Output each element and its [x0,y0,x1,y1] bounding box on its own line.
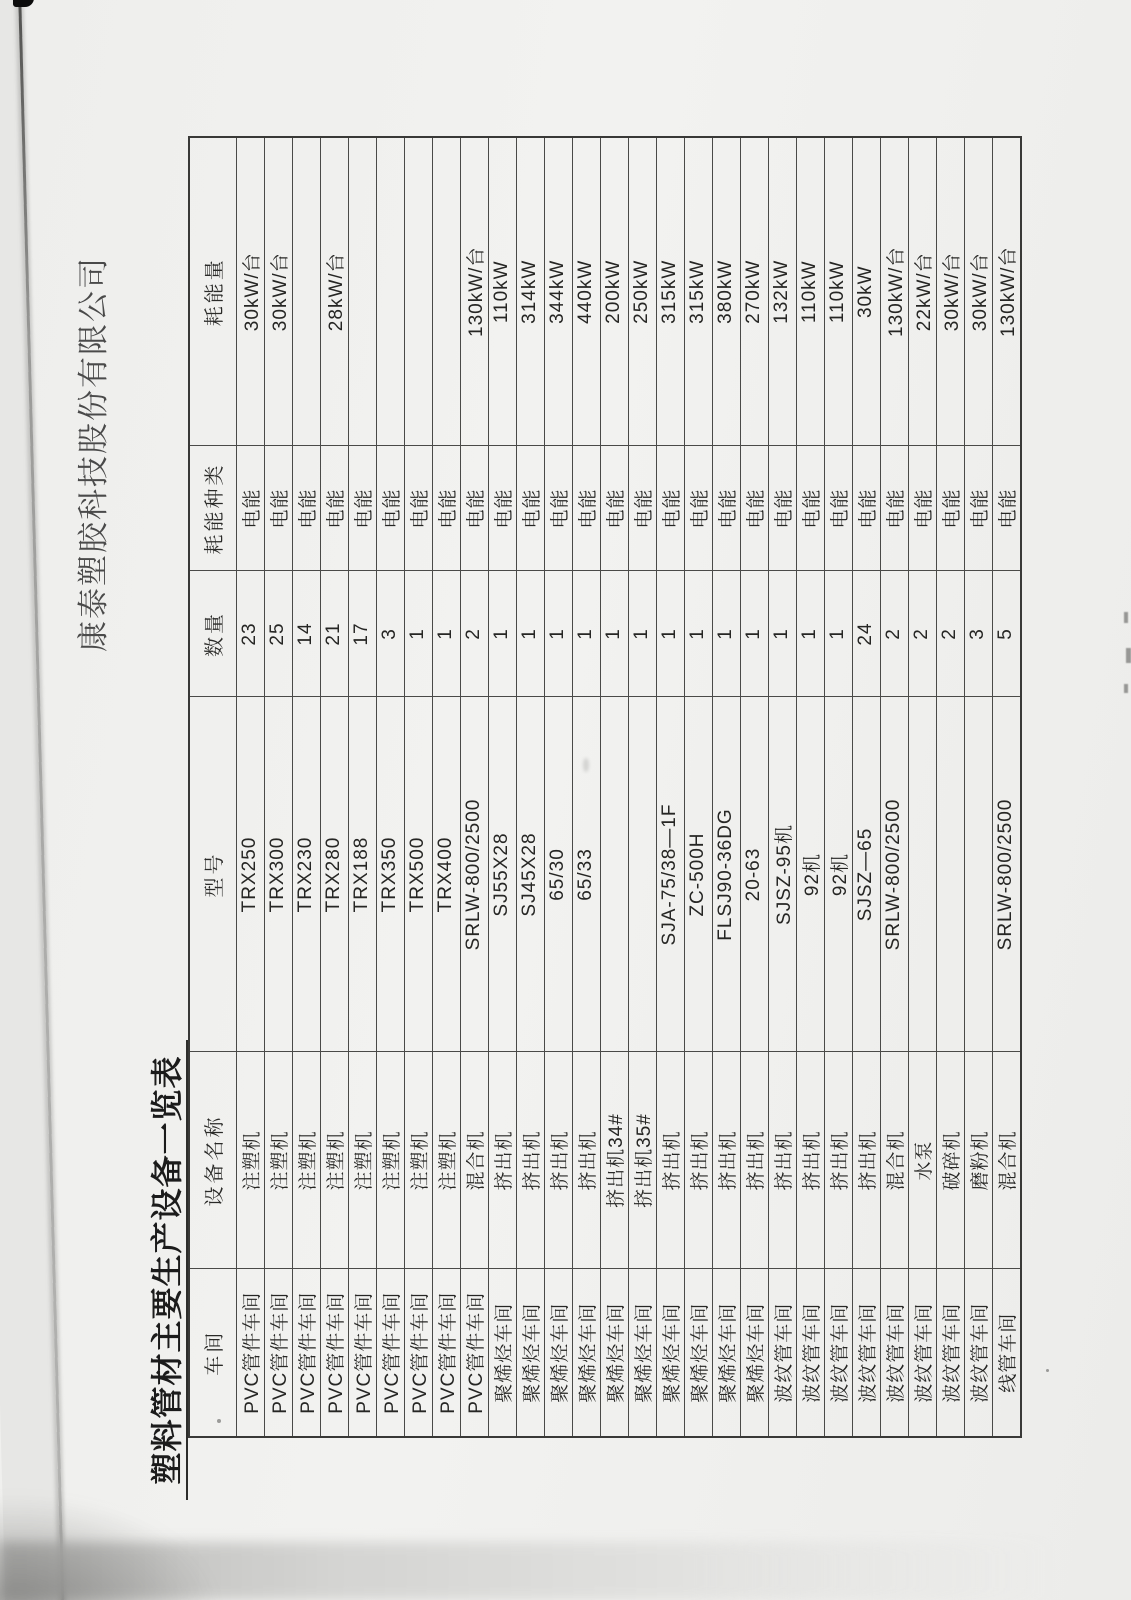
table-row [824,137,852,1437]
table-cell: PVC管件车间 [236,1269,264,1437]
table-cell: 挤出机 [796,1052,824,1269]
table-cell: 聚烯烃车间 [656,1269,684,1437]
table-cell: 电能 [432,446,460,571]
table-cell: 电能 [908,446,936,571]
table-cell: PVC管件车间 [404,1269,432,1437]
table-cell: 1 [488,571,516,697]
scan-smudge [1124,612,1128,623]
table-cell: 注塑机 [348,1052,376,1269]
table-row [992,137,1021,1437]
table-cell: 110kW [488,137,516,446]
table-cell: 波纹管车间 [936,1269,964,1437]
table-cell: 挤出机 [656,1052,684,1269]
scan-speck [1046,1369,1049,1372]
table-cell: 聚烯烃车间 [628,1269,656,1437]
table-cell: 24 [852,571,880,697]
column-header: 耗能量 [189,137,236,446]
table-cell: 注塑机 [432,1052,460,1269]
table-cell: 1 [628,571,656,697]
table-cell: 注塑机 [264,1052,292,1269]
table-cell: 线管车间 [992,1269,1021,1437]
table-cell: 挤出机34# [600,1052,628,1269]
table-cell: 电能 [880,446,908,571]
table-cell: 2 [460,571,488,697]
table-cell: 注塑机 [292,1052,320,1269]
table-cell: 65/33 [572,697,600,1052]
equipment-table [188,136,1022,1438]
table-cell: SJA-75/38—1F [656,697,684,1052]
table-row [292,137,320,1437]
table-cell: 电能 [852,446,880,571]
table-cell: 挤出机 [544,1052,572,1269]
table-cell: 200kW [600,137,628,446]
table-row [516,137,544,1437]
table-cell: 3 [376,571,404,697]
table-cell: 聚烯烃车间 [740,1269,768,1437]
table-cell: 聚烯烃车间 [712,1269,740,1437]
table-cell: 电能 [992,446,1021,571]
table-row [376,137,404,1437]
table-cell [908,697,936,1052]
table-row [348,137,376,1437]
table-cell: 65/30 [544,697,572,1052]
table-cell: 注塑机 [376,1052,404,1269]
table-cell: 注塑机 [236,1052,264,1269]
table-row [796,137,824,1437]
table-cell: 聚烯烃车间 [488,1269,516,1437]
table-cell: 聚烯烃车间 [572,1269,600,1437]
table-cell: PVC管件车间 [348,1269,376,1437]
table-cell: 电能 [796,446,824,571]
table-cell: 14 [292,571,320,697]
table-cell [348,137,376,446]
table-cell: 30kW/台 [264,137,292,446]
table-cell: PVC管件车间 [320,1269,348,1437]
table-cell [600,697,628,1052]
table-row [404,137,432,1437]
table-cell: 23 [236,571,264,697]
table-cell: 挤出机 [740,1052,768,1269]
table-cell: 电能 [236,446,264,571]
table-cell: SRLW-800/2500 [460,697,488,1052]
table-cell: 挤出机35# [628,1052,656,1269]
table-cell: TRX500 [404,697,432,1052]
table-cell: TRX280 [320,697,348,1052]
equipment-table-body [236,137,1021,1437]
scan-speck [217,1419,221,1423]
table-cell: 电能 [600,446,628,571]
table-cell: 挤出机 [852,1052,880,1269]
table-cell: 2 [936,571,964,697]
table-row [488,137,516,1437]
table-cell: 1 [768,571,796,697]
table-row [544,137,572,1437]
table-cell: PVC管件车间 [264,1269,292,1437]
table-cell: 混合机 [992,1052,1021,1269]
table-cell: 混合机 [880,1052,908,1269]
table-cell: 混合机 [460,1052,488,1269]
table-cell: 挤出机 [572,1052,600,1269]
table-cell: 17 [348,571,376,697]
table-cell: 电能 [264,446,292,571]
table-cell: 92机 [796,697,824,1052]
table-cell: 水泵 [908,1052,936,1269]
table-cell: TRX300 [264,697,292,1052]
table-cell: ZC-500H [684,697,712,1052]
table-cell: 92机 [824,697,852,1052]
table-cell: 电能 [964,446,992,571]
table-cell: 波纹管车间 [964,1269,992,1437]
table-cell: 110kW [796,137,824,446]
table-cell: SRLW-800/2500 [880,697,908,1052]
table-cell: 250kW [628,137,656,446]
table-cell: 波纹管车间 [880,1269,908,1437]
table-row [264,137,292,1437]
table-cell: 电能 [740,446,768,571]
table-cell: TRX230 [292,697,320,1052]
table-row [628,137,656,1437]
table-cell: 440kW [572,137,600,446]
table-cell: 30kW [852,137,880,446]
table-cell: PVC管件车间 [460,1269,488,1437]
table-cell [404,137,432,446]
table-cell: 21 [320,571,348,697]
table-cell: 聚烯烃车间 [600,1269,628,1437]
table-cell: SJSZ-95机 [768,697,796,1052]
table-cell: 1 [656,571,684,697]
table-cell: 电能 [936,446,964,571]
scan-smudge [1126,648,1131,663]
table-cell: 1 [824,571,852,697]
table-cell: 电能 [404,446,432,571]
table-row [236,137,264,1437]
table-cell: 注塑机 [404,1052,432,1269]
table-cell: 22kW/台 [908,137,936,446]
table-cell: TRX250 [236,697,264,1052]
table-cell: 电能 [460,446,488,571]
column-header: 数量 [189,571,236,697]
table-cell: 30kW/台 [964,137,992,446]
table-cell: 2 [880,571,908,697]
table-cell: 电能 [656,446,684,571]
table-cell: SJSZ—65 [852,697,880,1052]
table-cell: 30kW/台 [236,137,264,446]
table-cell: 电能 [376,446,404,571]
table-cell: 1 [516,571,544,697]
table-cell: 挤出机 [824,1052,852,1269]
table-cell: 注塑机 [320,1052,348,1269]
table-cell: 挤出机 [516,1052,544,1269]
table-cell [292,137,320,446]
table-row [740,137,768,1437]
table-cell: TRX350 [376,697,404,1052]
table-row [712,137,740,1437]
table-cell: 344kW [544,137,572,446]
table-cell [936,697,964,1052]
table-cell: 电能 [824,446,852,571]
table-cell: 挤出机 [684,1052,712,1269]
table-cell: 1 [684,571,712,697]
table-cell: 电能 [488,446,516,571]
table-cell: 聚烯烃车间 [544,1269,572,1437]
table-row [572,137,600,1437]
table-cell [628,697,656,1052]
table-cell: 30kW/台 [936,137,964,446]
table-row [880,137,908,1437]
column-header: 设备名称 [189,1052,236,1269]
table-cell: 1 [712,571,740,697]
table-cell: 波纹管车间 [852,1269,880,1437]
table-cell: 聚烯烃车间 [516,1269,544,1437]
table-cell: 132kW [768,137,796,446]
table-cell: 电能 [348,446,376,571]
table-cell: 270kW [740,137,768,446]
column-header: 耗能种类 [189,446,236,571]
table-cell: 380kW [712,137,740,446]
scan-smudge [1124,684,1128,693]
table-cell: 2 [908,571,936,697]
table-cell [376,137,404,446]
company-name: 康泰塑胶科技股份有限公司 [76,256,111,652]
table-cell: 电能 [544,446,572,571]
table-cell: 1 [544,571,572,697]
table-cell: 聚烯烃车间 [684,1269,712,1437]
table-cell: 20-63 [740,697,768,1052]
table-row [908,137,936,1437]
table-cell: 110kW [824,137,852,446]
table-cell [432,137,460,446]
table-row [432,137,460,1437]
header-row [189,137,236,1437]
table-cell: 28kW/台 [320,137,348,446]
table-cell: 电能 [320,446,348,571]
table-cell: PVC管件车间 [432,1269,460,1437]
scan-corner-shadow [0,1495,220,1600]
table-row [656,137,684,1437]
page-title: 塑料管材主要生产设备一览表 [142,1040,188,1500]
table-cell: PVC管件车间 [376,1269,404,1437]
table-cell: 磨粉机 [964,1052,992,1269]
scan-speck [583,758,589,772]
table-cell: 1 [404,571,432,697]
table-cell: 1 [740,571,768,697]
table-cell: 25 [264,571,292,697]
table-cell: 破碎机 [936,1052,964,1269]
table-cell: 波纹管车间 [768,1269,796,1437]
column-header: 车间 [189,1269,236,1437]
table-cell: 波纹管车间 [908,1269,936,1437]
table-row [964,137,992,1437]
table-row [684,137,712,1437]
table-cell: SRLW-800/2500 [992,697,1021,1052]
table-cell: 挤出机 [712,1052,740,1269]
table-cell: 315kW [656,137,684,446]
table-row [320,137,348,1437]
table-cell: 130kW/台 [992,137,1021,446]
table-cell: 波纹管车间 [796,1269,824,1437]
table-cell: 挤出机 [488,1052,516,1269]
table-cell: 130kW/台 [880,137,908,446]
table-cell: PVC管件车间 [292,1269,320,1437]
column-header: 型号 [189,697,236,1052]
table-cell: TRX400 [432,697,460,1052]
table-cell: 波纹管车间 [824,1269,852,1437]
table-cell: SJ45X28 [516,697,544,1052]
table-cell: TRX188 [348,697,376,1052]
table-cell: 电能 [768,446,796,571]
table-cell: 1 [796,571,824,697]
table-cell: 1 [572,571,600,697]
table-cell: 电能 [516,446,544,571]
table-row [460,137,488,1437]
table-cell: 5 [992,571,1021,697]
table-cell: SJ55X28 [488,697,516,1052]
table-cell: 电能 [572,446,600,571]
table-row [600,137,628,1437]
table-cell [964,697,992,1052]
table-cell: 电能 [712,446,740,571]
table-cell: 3 [964,571,992,697]
table-cell: 电能 [684,446,712,571]
table-cell: 130kW/台 [460,137,488,446]
table-cell: 电能 [628,446,656,571]
table-cell: 314kW [516,137,544,446]
table-row [852,137,880,1437]
table-cell: 电能 [292,446,320,571]
table-cell: 315kW [684,137,712,446]
table-row [768,137,796,1437]
table-cell: 1 [432,571,460,697]
table-cell: 挤出机 [768,1052,796,1269]
table-cell: 1 [600,571,628,697]
table-row [936,137,964,1437]
table-cell: FLSJ90-36DG [712,697,740,1052]
